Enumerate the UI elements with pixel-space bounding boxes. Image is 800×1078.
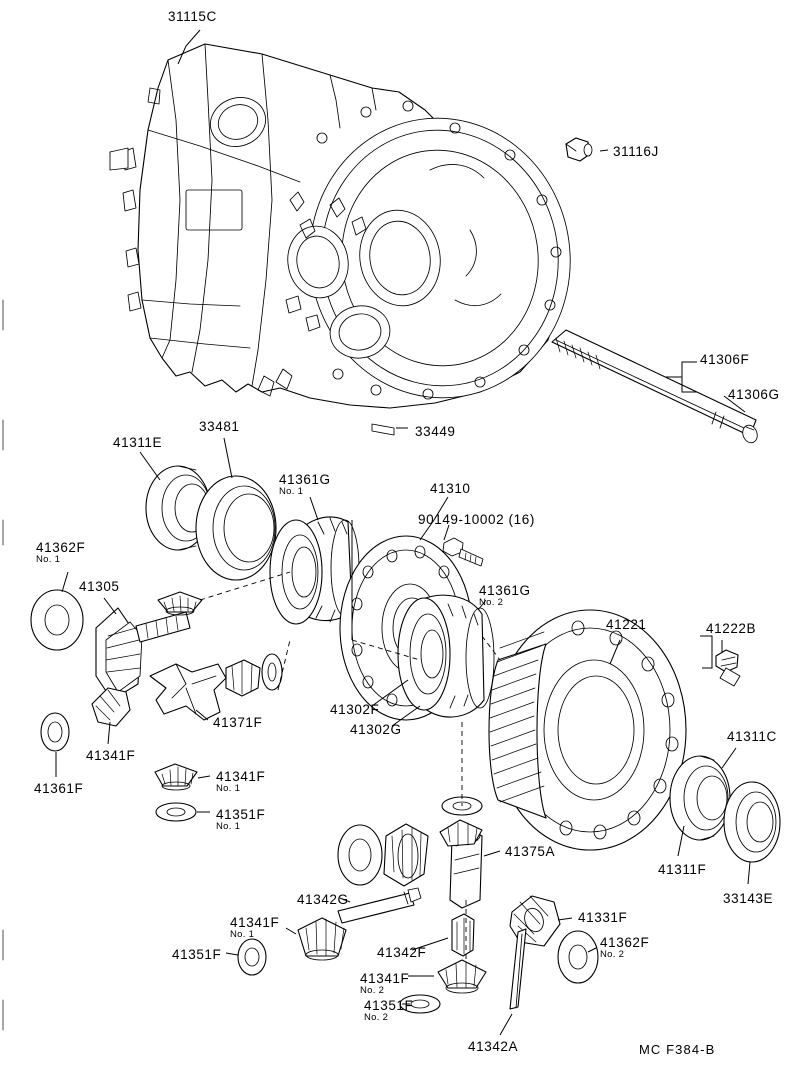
part-41341F-no1 [155,764,197,790]
label-text: 41351F [172,947,222,962]
label-text: 41341F [360,971,410,986]
part-31116J [566,138,592,161]
part-41341F-no2 [438,960,486,993]
label-41222B [706,622,756,637]
label-41305 [79,580,120,595]
label-text: 41371F [213,715,263,730]
label-text: 41305 [79,579,120,594]
label-31115C [168,10,217,25]
label-31116J [613,145,659,160]
label-subtext: No. 1 [230,928,255,940]
label-subtext: No. 1 [216,820,241,832]
label-text: 41221 [606,617,647,632]
label-text: 41311C [727,729,777,744]
part-41222B [716,650,740,686]
label-41341F-left [86,749,135,764]
label-41361F [34,782,83,797]
label-text: 41341F [86,748,136,763]
part-gear-upper-center [440,820,482,846]
part-41362F-no1 [31,590,83,650]
leader-41361G-no1 [310,497,318,520]
label-41306G [728,388,780,403]
part-41342G-pin [338,888,421,923]
part-41371F [150,664,226,720]
part-41351F-no1 [156,803,196,821]
part-41341F-no1-lower [298,918,346,960]
part-41362F-no2 [558,931,598,983]
label-text: 41342G [297,892,349,907]
leader-41342A [500,1014,512,1035]
label-41221 [606,618,647,633]
label-text: 41331F [578,910,628,925]
label-text: 41361F [34,781,84,796]
leader-41311E [140,452,160,480]
label-41306F [700,353,749,368]
part-41302 [398,595,494,717]
leader-41311C [722,748,736,768]
label-text: 41222B [706,621,757,636]
leader-41341F-no1-lower [286,928,296,934]
label-text: 33449 [415,424,456,439]
label-text: 31116J [613,144,659,159]
part-33143E [724,782,780,862]
leader-33143E [748,862,750,884]
label-90149-10002 [418,513,535,528]
leader-41341F-left [108,722,110,744]
label-41341F-no1 [216,770,265,794]
label-subtext: No. 2 [360,984,385,996]
part-41311C [670,756,730,840]
part-41341F-upper [158,592,202,615]
label-41311C [727,730,777,745]
label-subtext: No. 2 [600,948,625,960]
label-41331F [578,911,627,926]
part-41221 [489,610,686,850]
part-33481 [196,476,276,580]
leader-41305 [104,598,116,614]
part-41351F-mid [262,654,282,690]
leader-41375A [484,851,500,856]
label-41311F [658,863,706,878]
label-41362F-no2 [600,936,649,960]
label-subtext: No. 1 [36,553,61,565]
label-41351F-lower [172,948,221,963]
label-33481 [199,420,240,435]
label-text: 41310 [430,481,471,496]
label-subtext: No. 1 [279,485,304,497]
label-41362F-no1 [36,541,85,565]
label-41375A [505,845,555,860]
leader-31116J [600,150,608,151]
label-text: 41375A [505,844,556,859]
part-41342A [510,929,526,1009]
leader-41341F-no1 [198,776,210,778]
label-33449 [415,425,456,440]
label-text: 41306F [700,352,750,367]
leader-33481 [224,438,232,478]
label-text: 41311E [113,435,163,450]
label-text: 33143E [723,891,774,906]
label-41351F-no1 [216,808,265,832]
label-41311E [113,436,162,451]
part-41341F-mid [226,660,260,696]
leader-41351F-lower [226,953,238,955]
label-41342A [468,1040,518,1055]
label-subtext: No. 2 [364,1011,389,1023]
part-41361F [41,713,69,751]
label-41351F-no2 [364,999,413,1023]
label-41361G-no2 [479,584,531,608]
label-text: 41302F [330,702,380,717]
transaxle-case-assembly [110,44,588,415]
label-text: 90149-10002 (16) [418,512,535,527]
label-text: 41342F [377,945,427,960]
label-41341F-no1-lower [230,916,279,940]
label-41342G [297,893,349,908]
leader-41331F [558,918,572,920]
label-text: 41362F [600,935,650,950]
label-text: 41311F [658,862,707,877]
label-41302F [330,703,379,718]
leader-41362F-no1 [62,572,68,592]
label-33143E [723,892,773,907]
label-subtext: No. 1 [216,782,241,794]
label-41342F [377,946,426,961]
label-text: 41341F [230,915,280,930]
label-subtext: No. 2 [479,596,504,608]
label-41302G [350,723,402,738]
label-41361G-no1 [279,473,331,497]
part-41342F [452,914,474,956]
label-text: 41341F [216,769,266,784]
label-text: 31115C [168,9,217,24]
bracket-41222B [700,636,712,668]
label-text: 33481 [199,419,240,434]
label-text: 41362F [36,540,86,555]
diagram-footer-code: MC F384-B [639,1042,716,1057]
label-text: 41361G [479,583,531,598]
part-41351F-lower [238,939,266,975]
part-41341F-left [92,688,130,726]
part-33449 [372,424,394,435]
label-41341F-no2 [360,972,409,996]
label-text: 41351F [364,998,414,1013]
label-text: 41306G [728,387,780,402]
label-text: 41302G [350,722,402,737]
label-text: 41361G [279,472,331,487]
part-41342G-cluster [338,824,428,886]
label-41371F [213,716,262,731]
label-text: 41342A [468,1039,519,1054]
label-text: 41351F [216,807,266,822]
label-41310 [430,482,471,497]
